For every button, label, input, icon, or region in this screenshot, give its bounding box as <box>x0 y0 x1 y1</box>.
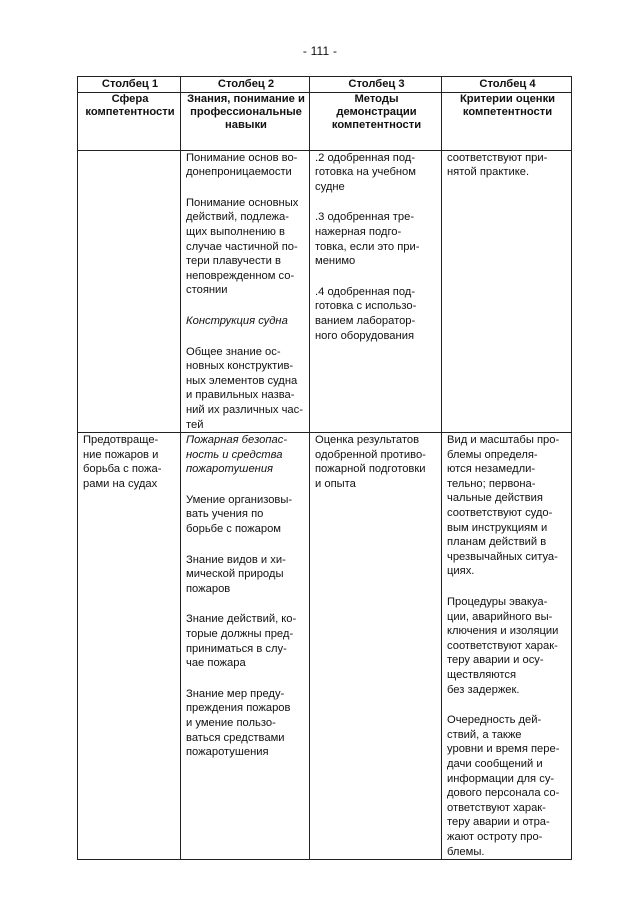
row2-knowledge-item: Знание видов и хи- мической природы пожаров <box>186 553 286 595</box>
row1-methods-cell <box>310 150 442 433</box>
row1-criteria-cell <box>442 150 572 433</box>
row1-knowledge-cell <box>181 150 310 433</box>
row2-criteria-item: Очередность дей- ствий, а также уровни и время пере- дачи сообщений и информации для су- дового персонала со- ответствуют харак- теру аварии и отра- жают остроту про- блемы. <box>447 714 560 858</box>
header-title-competence-area: Сфера компетентности <box>78 92 181 150</box>
row2-knowledge-cell <box>181 433 310 860</box>
row2-criteria-cell <box>442 433 572 860</box>
header-title-knowledge: Знания, понимание и профессиональные навыки <box>181 92 310 150</box>
row2-col1-text: Предотвраще- ние пожаров и борьба с пожа- рами на судах <box>83 434 162 490</box>
row1-knowledge-item: Общее знание ос- новных конструктив- ных элементов судна и правильных назва- ний их различных час- тей <box>186 345 303 431</box>
row2-knowledge-item: Умение организовы- вать учения по борьбе с пожаром <box>186 493 293 536</box>
header-column-4: Столбец 4 <box>442 77 572 93</box>
row2-criteria-item: Процедуры эвакуа- ции, аварийного вы- ключения и изоляции соответствуют харак- теру аварии и осу- ществляются без задержек. <box>447 596 559 696</box>
row2-method-text: Оценка результатов одобренной противо- пожарной подготовки и опыта <box>315 434 426 490</box>
header-column-3: Столбец 3 <box>310 77 442 93</box>
competence-table <box>77 76 572 860</box>
header-number-row <box>78 77 572 93</box>
header-title-methods: Методы демонстрации компетентности <box>310 92 442 150</box>
row1-competence-area <box>78 150 181 433</box>
header-column-2: Столбец 2 <box>181 77 310 93</box>
page-number: - 111 - <box>302 44 338 58</box>
row1-method-item: .3 одобренная тре- нажерная подго- товка, если это при- менимо <box>315 211 420 268</box>
table-row <box>78 150 572 433</box>
header-title-row <box>78 92 572 150</box>
row2-methods-cell <box>310 433 442 860</box>
row2-competence-area <box>78 433 181 860</box>
row1-knowledge-item: Понимание основ во- донепроницаемости <box>186 151 298 179</box>
row2-knowledge-subheading: Пожарная безопас- ность и средства пожаротушения <box>186 434 288 476</box>
row1-method-item: .2 одобренная под- готовка на учебном судне <box>315 151 416 193</box>
row2-knowledge-item: Знание мер преду- преждения пожаров и умение пользо- ваться средствами пожаротушения <box>186 687 291 759</box>
row1-knowledge-item: Понимание основных действий, подлежа- щих выполнению в случае частичной по- тери плавучести в неповрежденном со- стоянии <box>186 196 299 297</box>
table-row <box>78 433 572 860</box>
row1-knowledge-subheading: Конструкция судна <box>186 314 288 327</box>
header-column-1: Столбец 1 <box>78 77 181 93</box>
row1-criteria-text: соответствуют при- нятой практике. <box>447 151 548 179</box>
row2-criteria-item: Вид и масштабы про- блемы определя- ются незамедли- тельно; первона- чальные действия соответствуют судо- вым инструкциям и планам действий в чрезвычайных ситуа- циях. <box>447 434 560 578</box>
row2-knowledge-item: Знание действий, ко- торые должны пред- приниматься в слу- чае пожара <box>186 613 297 670</box>
row1-method-item: .4 одобренная под- готовка с использо- ванием лаборатор- ного оборудования <box>315 285 417 342</box>
header-title-criteria: Критерии оценки компетентности <box>442 92 572 150</box>
